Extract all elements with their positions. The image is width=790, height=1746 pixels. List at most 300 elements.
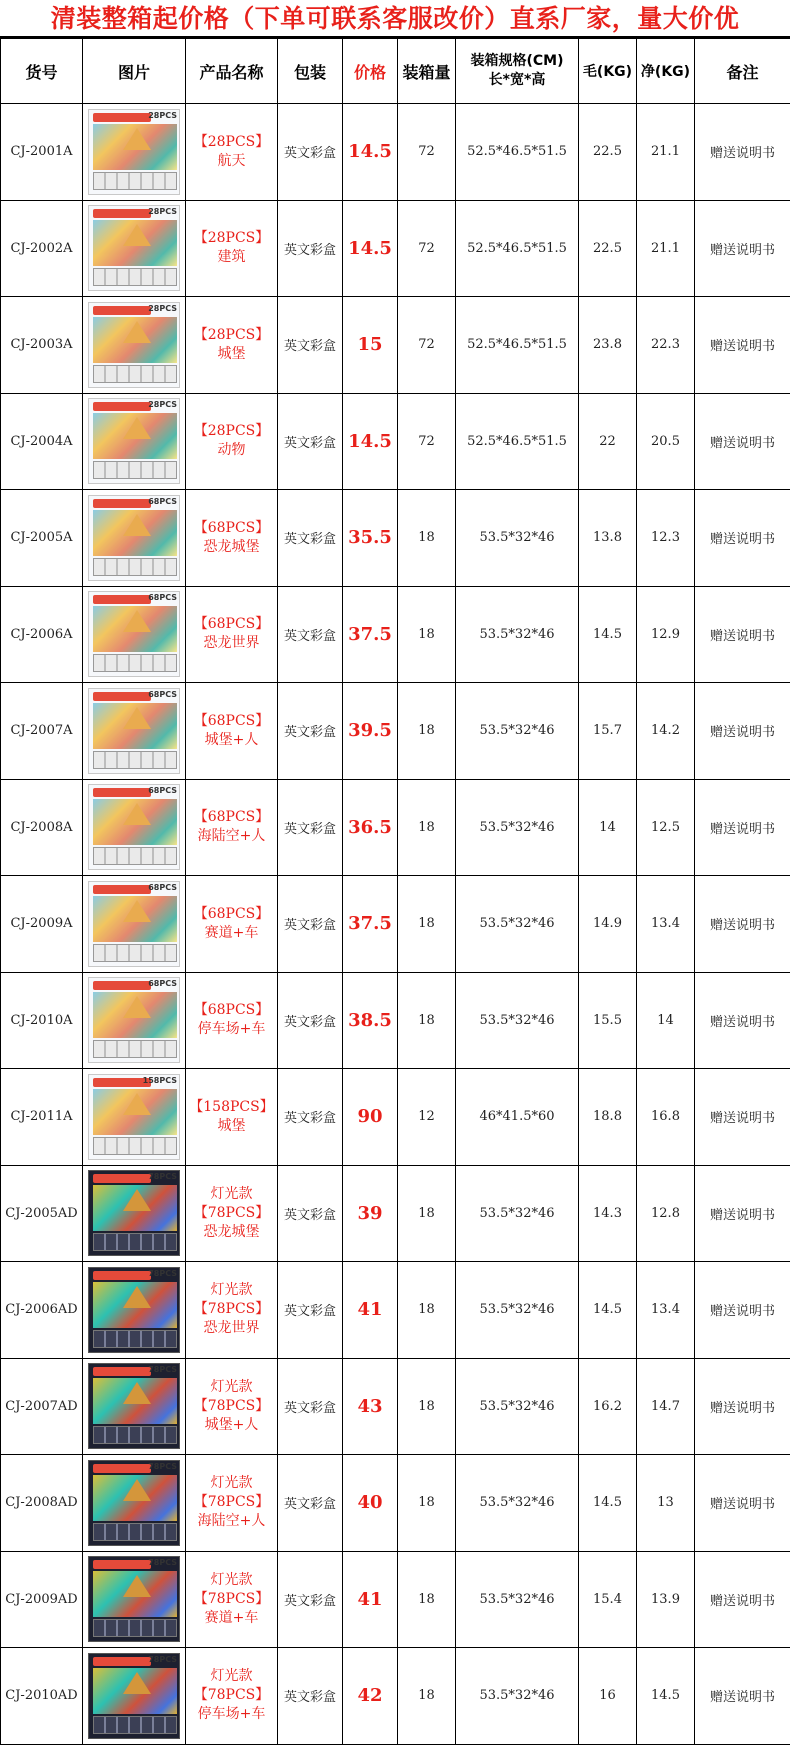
product-code: CJ-2004A	[1, 393, 83, 490]
box-piece-count: 28PCS	[148, 110, 177, 120]
product-box-image	[88, 591, 180, 677]
product-name-theme: 停车场+车	[197, 1706, 266, 1723]
box-piece-count: 78PCS	[148, 1654, 177, 1664]
box-scene	[93, 606, 177, 652]
product-net: 13.4	[637, 1262, 695, 1359]
product-image-cell	[83, 1165, 186, 1262]
product-name	[186, 586, 278, 683]
product-gross: 16	[579, 1648, 637, 1745]
box-header-band	[93, 595, 151, 604]
product-name-variant: 灯光款	[210, 1282, 253, 1299]
product-package: 英文彩盒	[278, 297, 343, 394]
box-header-band	[93, 1367, 151, 1376]
box-header-band	[93, 499, 151, 508]
product-gross: 14.5	[579, 586, 637, 683]
box-pieces-strip	[93, 1523, 177, 1541]
product-gross: 13.8	[579, 490, 637, 587]
product-note: 赠送说明书	[695, 1358, 790, 1455]
product-code: CJ-2007A	[1, 683, 83, 780]
product-name	[186, 1648, 278, 1745]
product-box-image	[88, 1267, 180, 1353]
product-image-cell	[83, 1069, 186, 1166]
product-note: 赠送说明书	[695, 972, 790, 1069]
box-piece-count: 68PCS	[148, 786, 177, 796]
product-name-pcs: 【78PCS】	[193, 1397, 270, 1414]
box-pieces-strip	[93, 558, 177, 576]
header-package: 包装	[278, 39, 343, 104]
product-spec: 53.5*32*46	[456, 876, 579, 973]
product-spec: 53.5*32*46	[456, 490, 579, 587]
header-code: 货号	[1, 39, 83, 104]
product-code: CJ-2003A	[1, 297, 83, 394]
product-box-image	[88, 1363, 180, 1449]
product-name	[186, 972, 278, 1069]
product-net: 13	[637, 1455, 695, 1552]
product-image-cell	[83, 1262, 186, 1359]
product-price: 37.5	[343, 876, 398, 973]
product-code: CJ-2006AD	[1, 1262, 83, 1359]
product-qty: 18	[398, 1455, 456, 1552]
product-box-image	[88, 784, 180, 870]
product-code: CJ-2002A	[1, 200, 83, 297]
product-package: 英文彩盒	[278, 104, 343, 201]
product-qty: 18	[398, 1262, 456, 1359]
box-pieces-strip	[93, 1040, 177, 1058]
box-header-band	[93, 209, 151, 218]
product-name-theme: 城堡	[217, 345, 246, 362]
product-name	[186, 393, 278, 490]
product-code: CJ-2010AD	[1, 1648, 83, 1745]
page-title: 清装整箱起价格（下单可联系客服改价）直系厂家，量大价优	[0, 0, 790, 38]
product-box-image	[88, 1074, 180, 1160]
product-note: 赠送说明书	[695, 1262, 790, 1359]
product-price: 42	[343, 1648, 398, 1745]
product-net: 21.1	[637, 104, 695, 201]
box-piece-count: 68PCS	[148, 979, 177, 989]
header-image: 图片	[83, 39, 186, 104]
product-name-variant: 灯光款	[210, 1185, 253, 1202]
box-scene	[93, 1089, 177, 1135]
product-spec: 52.5*46.5*51.5	[456, 297, 579, 394]
product-name	[186, 1069, 278, 1166]
product-qty: 18	[398, 779, 456, 876]
product-spec: 53.5*32*46	[456, 779, 579, 876]
box-pieces-strip	[93, 1619, 177, 1637]
product-image-cell	[83, 972, 186, 1069]
product-package: 英文彩盒	[278, 586, 343, 683]
product-spec: 53.5*32*46	[456, 1648, 579, 1745]
product-package: 英文彩盒	[278, 1262, 343, 1359]
product-package: 英文彩盒	[278, 1455, 343, 1552]
product-gross: 14.5	[579, 1262, 637, 1359]
box-scene	[93, 799, 177, 845]
product-note: 赠送说明书	[695, 876, 790, 973]
product-gross: 22.5	[579, 200, 637, 297]
product-qty: 12	[398, 1069, 456, 1166]
box-header-band	[93, 1464, 151, 1473]
table-row	[1, 104, 790, 201]
table-row	[1, 1262, 790, 1359]
product-code: CJ-2008A	[1, 779, 83, 876]
product-gross: 22.5	[579, 104, 637, 201]
box-pieces-strip	[93, 172, 177, 190]
product-package: 英文彩盒	[278, 683, 343, 780]
product-image-cell	[83, 1358, 186, 1455]
box-piece-count: 158PCS	[142, 1075, 177, 1085]
product-name-pcs: 【28PCS】	[193, 133, 270, 150]
product-name	[186, 1551, 278, 1648]
product-qty: 72	[398, 297, 456, 394]
product-box-image	[88, 1653, 180, 1739]
product-box-image	[88, 398, 180, 484]
product-name-theme: 城堡	[217, 1117, 246, 1134]
header-spec-line2: 长*宽*高	[488, 72, 546, 88]
product-image-cell	[83, 104, 186, 201]
product-note: 赠送说明书	[695, 1551, 790, 1648]
product-name-pcs: 【68PCS】	[193, 809, 270, 826]
box-header-band	[93, 692, 151, 701]
box-scene	[93, 1185, 177, 1231]
product-spec: 53.5*32*46	[456, 1358, 579, 1455]
product-net: 22.3	[637, 297, 695, 394]
product-image-cell	[83, 683, 186, 780]
product-code: CJ-2009AD	[1, 1551, 83, 1648]
box-header-band	[93, 1560, 151, 1569]
box-piece-count: 68PCS	[148, 689, 177, 699]
product-name-pcs: 【68PCS】	[193, 905, 270, 922]
product-name-pcs: 【68PCS】	[193, 1002, 270, 1019]
product-gross: 14.5	[579, 1455, 637, 1552]
product-name-pcs: 【78PCS】	[193, 1204, 270, 1221]
product-package: 英文彩盒	[278, 200, 343, 297]
product-note: 赠送说明书	[695, 683, 790, 780]
product-name	[186, 104, 278, 201]
product-note: 赠送说明书	[695, 1648, 790, 1745]
box-pieces-strip	[93, 1137, 177, 1155]
product-qty: 18	[398, 683, 456, 780]
product-qty: 18	[398, 586, 456, 683]
box-piece-count: 78PCS	[148, 1461, 177, 1471]
product-net: 13.4	[637, 876, 695, 973]
product-net: 12.8	[637, 1165, 695, 1262]
product-code: CJ-2007AD	[1, 1358, 83, 1455]
product-image-cell	[83, 586, 186, 683]
product-qty: 18	[398, 1551, 456, 1648]
table-row	[1, 1358, 790, 1455]
product-name-theme: 建筑	[217, 249, 246, 266]
product-net: 12.9	[637, 586, 695, 683]
product-name	[186, 200, 278, 297]
header-price: 价格	[343, 39, 398, 104]
product-name-pcs: 【158PCS】	[189, 1098, 274, 1115]
product-net: 14.2	[637, 683, 695, 780]
box-header-band	[93, 788, 151, 797]
table-row	[1, 393, 790, 490]
product-note: 赠送说明书	[695, 393, 790, 490]
product-price: 39	[343, 1165, 398, 1262]
product-name-theme: 海陆空+人	[197, 828, 266, 845]
product-image-cell	[83, 779, 186, 876]
header-qty: 装箱量	[398, 39, 456, 104]
product-price: 35.5	[343, 490, 398, 587]
header-note: 备注	[695, 39, 790, 104]
product-gross: 14.3	[579, 1165, 637, 1262]
product-note: 赠送说明书	[695, 779, 790, 876]
box-scene	[93, 703, 177, 749]
product-name-pcs: 【68PCS】	[193, 712, 270, 729]
box-header-band	[93, 981, 151, 990]
product-name-variant: 灯光款	[210, 1668, 253, 1685]
box-scene	[93, 992, 177, 1038]
box-scene	[93, 413, 177, 459]
product-name-theme: 恐龙世界	[203, 635, 260, 652]
product-name	[186, 1455, 278, 1552]
product-package: 英文彩盒	[278, 393, 343, 490]
product-gross: 15.4	[579, 1551, 637, 1648]
product-gross: 22	[579, 393, 637, 490]
product-name-pcs: 【28PCS】	[193, 230, 270, 247]
product-code: CJ-2005AD	[1, 1165, 83, 1262]
product-name-pcs: 【78PCS】	[193, 1687, 270, 1704]
box-pieces-strip	[93, 1426, 177, 1444]
product-gross: 14	[579, 779, 637, 876]
table-row	[1, 297, 790, 394]
table-row	[1, 200, 790, 297]
box-piece-count: 68PCS	[148, 882, 177, 892]
product-image-cell	[83, 200, 186, 297]
product-note: 赠送说明书	[695, 200, 790, 297]
box-header-band	[93, 885, 151, 894]
header-spec-line1: 装箱规格(CM)	[470, 53, 564, 69]
table-row	[1, 779, 790, 876]
product-price: 15	[343, 297, 398, 394]
product-package: 英文彩盒	[278, 779, 343, 876]
product-price: 41	[343, 1551, 398, 1648]
product-package: 英文彩盒	[278, 1069, 343, 1166]
product-net: 14	[637, 972, 695, 1069]
product-box-image	[88, 977, 180, 1063]
product-price: 14.5	[343, 200, 398, 297]
product-qty: 72	[398, 393, 456, 490]
product-note: 赠送说明书	[695, 1069, 790, 1166]
product-code: CJ-2010A	[1, 972, 83, 1069]
product-qty: 18	[398, 876, 456, 973]
table-row	[1, 1069, 790, 1166]
box-piece-count: 78PCS	[148, 1558, 177, 1568]
product-net: 14.7	[637, 1358, 695, 1455]
product-net: 12.5	[637, 779, 695, 876]
box-piece-count: 78PCS	[148, 1365, 177, 1375]
product-code: CJ-2008AD	[1, 1455, 83, 1552]
product-name	[186, 779, 278, 876]
product-name-variant: 灯光款	[210, 1571, 253, 1588]
product-spec: 46*41.5*60	[456, 1069, 579, 1166]
box-piece-count: 78PCS	[148, 1268, 177, 1278]
product-package: 英文彩盒	[278, 972, 343, 1069]
table-row	[1, 1455, 790, 1552]
header-name: 产品名称	[186, 39, 278, 104]
product-gross: 16.2	[579, 1358, 637, 1455]
product-name-theme: 赛道+车	[204, 1609, 259, 1626]
box-scene	[93, 1475, 177, 1521]
product-image-cell	[83, 1551, 186, 1648]
product-qty: 18	[398, 1165, 456, 1262]
product-name	[186, 683, 278, 780]
product-name	[186, 1165, 278, 1262]
product-code: CJ-2011A	[1, 1069, 83, 1166]
product-net: 12.3	[637, 490, 695, 587]
product-net: 20.5	[637, 393, 695, 490]
product-box-image	[88, 1556, 180, 1642]
table-row	[1, 972, 790, 1069]
product-name-pcs: 【68PCS】	[193, 519, 270, 536]
box-pieces-strip	[93, 1716, 177, 1734]
box-header-band	[93, 113, 151, 122]
table-row	[1, 586, 790, 683]
product-price: 39.5	[343, 683, 398, 780]
table-row	[1, 1551, 790, 1648]
product-price: 41	[343, 1262, 398, 1359]
header-gross: 毛(KG)	[579, 39, 637, 104]
box-scene	[93, 220, 177, 266]
product-name	[186, 1262, 278, 1359]
product-price: 38.5	[343, 972, 398, 1069]
product-net: 14.5	[637, 1648, 695, 1745]
product-name-theme: 城堡+人	[204, 1416, 259, 1433]
box-scene	[93, 1571, 177, 1617]
product-box-image	[88, 109, 180, 195]
product-package: 英文彩盒	[278, 1551, 343, 1648]
product-code: CJ-2001A	[1, 104, 83, 201]
product-image-cell	[83, 490, 186, 587]
box-pieces-strip	[93, 365, 177, 383]
product-box-image	[88, 205, 180, 291]
product-name	[186, 490, 278, 587]
box-piece-count: 68PCS	[148, 593, 177, 603]
product-package: 英文彩盒	[278, 1358, 343, 1455]
product-name-theme: 海陆空+人	[197, 1513, 266, 1530]
product-name-theme: 城堡+人	[204, 731, 259, 748]
table-row	[1, 876, 790, 973]
box-scene	[93, 124, 177, 170]
product-note: 赠送说明书	[695, 1165, 790, 1262]
box-scene	[93, 1668, 177, 1714]
product-name	[186, 1358, 278, 1455]
product-spec: 53.5*32*46	[456, 683, 579, 780]
box-pieces-strip	[93, 1330, 177, 1348]
product-gross: 15.7	[579, 683, 637, 780]
product-price: 37.5	[343, 586, 398, 683]
product-package: 英文彩盒	[278, 490, 343, 587]
box-piece-count: 28PCS	[148, 303, 177, 313]
product-note: 赠送说明书	[695, 490, 790, 587]
product-spec: 52.5*46.5*51.5	[456, 104, 579, 201]
box-header-band	[93, 1271, 151, 1280]
product-qty: 72	[398, 104, 456, 201]
product-spec: 53.5*32*46	[456, 1262, 579, 1359]
header-spec	[456, 39, 579, 104]
box-header-band	[93, 1174, 151, 1183]
product-name-variant: 灯光款	[210, 1475, 253, 1492]
box-piece-count: 28PCS	[148, 207, 177, 217]
box-pieces-strip	[93, 461, 177, 479]
box-header-band	[93, 306, 151, 315]
product-name-theme: 停车场+车	[197, 1021, 266, 1038]
product-name-pcs: 【28PCS】	[193, 423, 270, 440]
box-pieces-strip	[93, 268, 177, 286]
box-scene	[93, 1378, 177, 1424]
product-name-theme: 恐龙城堡	[203, 1223, 260, 1240]
product-note: 赠送说明书	[695, 1455, 790, 1552]
box-scene	[93, 317, 177, 363]
product-name-pcs: 【28PCS】	[193, 326, 270, 343]
product-name-variant: 灯光款	[210, 1378, 253, 1395]
product-name-pcs: 【78PCS】	[193, 1494, 270, 1511]
box-pieces-strip	[93, 847, 177, 865]
box-pieces-strip	[93, 944, 177, 962]
product-box-image	[88, 688, 180, 774]
product-spec: 53.5*32*46	[456, 1551, 579, 1648]
product-price: 14.5	[343, 104, 398, 201]
product-code: CJ-2009A	[1, 876, 83, 973]
table-row	[1, 490, 790, 587]
product-spec: 52.5*46.5*51.5	[456, 393, 579, 490]
product-name-pcs: 【78PCS】	[193, 1590, 270, 1607]
product-package: 英文彩盒	[278, 876, 343, 973]
table-row	[1, 1648, 790, 1745]
product-note: 赠送说明书	[695, 104, 790, 201]
box-pieces-strip	[93, 654, 177, 672]
product-box-image	[88, 881, 180, 967]
product-image-cell	[83, 876, 186, 973]
product-box-image	[88, 1170, 180, 1256]
product-gross: 15.5	[579, 972, 637, 1069]
product-note: 赠送说明书	[695, 586, 790, 683]
box-pieces-strip	[93, 751, 177, 769]
box-piece-count: 68PCS	[148, 496, 177, 506]
product-box-image	[88, 302, 180, 388]
product-qty: 18	[398, 1648, 456, 1745]
product-spec: 53.5*32*46	[456, 972, 579, 1069]
product-package: 英文彩盒	[278, 1648, 343, 1745]
product-name-theme: 恐龙城堡	[203, 538, 260, 555]
product-price: 43	[343, 1358, 398, 1455]
product-name-pcs: 【68PCS】	[193, 616, 270, 633]
product-gross: 23.8	[579, 297, 637, 394]
product-price: 40	[343, 1455, 398, 1552]
product-image-cell	[83, 393, 186, 490]
product-spec: 52.5*46.5*51.5	[456, 200, 579, 297]
product-box-image	[88, 495, 180, 581]
product-spec: 53.5*32*46	[456, 586, 579, 683]
box-piece-count: 28PCS	[148, 400, 177, 410]
box-scene	[93, 510, 177, 556]
product-code: CJ-2005A	[1, 490, 83, 587]
product-image-cell	[83, 1648, 186, 1745]
box-header-band	[93, 402, 151, 411]
product-name	[186, 876, 278, 973]
product-qty: 18	[398, 972, 456, 1069]
product-gross: 18.8	[579, 1069, 637, 1166]
box-piece-count: 78PCS	[148, 1172, 177, 1182]
box-scene	[93, 896, 177, 942]
table-row	[1, 1165, 790, 1262]
product-spec: 53.5*32*46	[456, 1455, 579, 1552]
product-table	[0, 38, 790, 1745]
box-pieces-strip	[93, 1233, 177, 1251]
product-net: 13.9	[637, 1551, 695, 1648]
product-qty: 18	[398, 1358, 456, 1455]
